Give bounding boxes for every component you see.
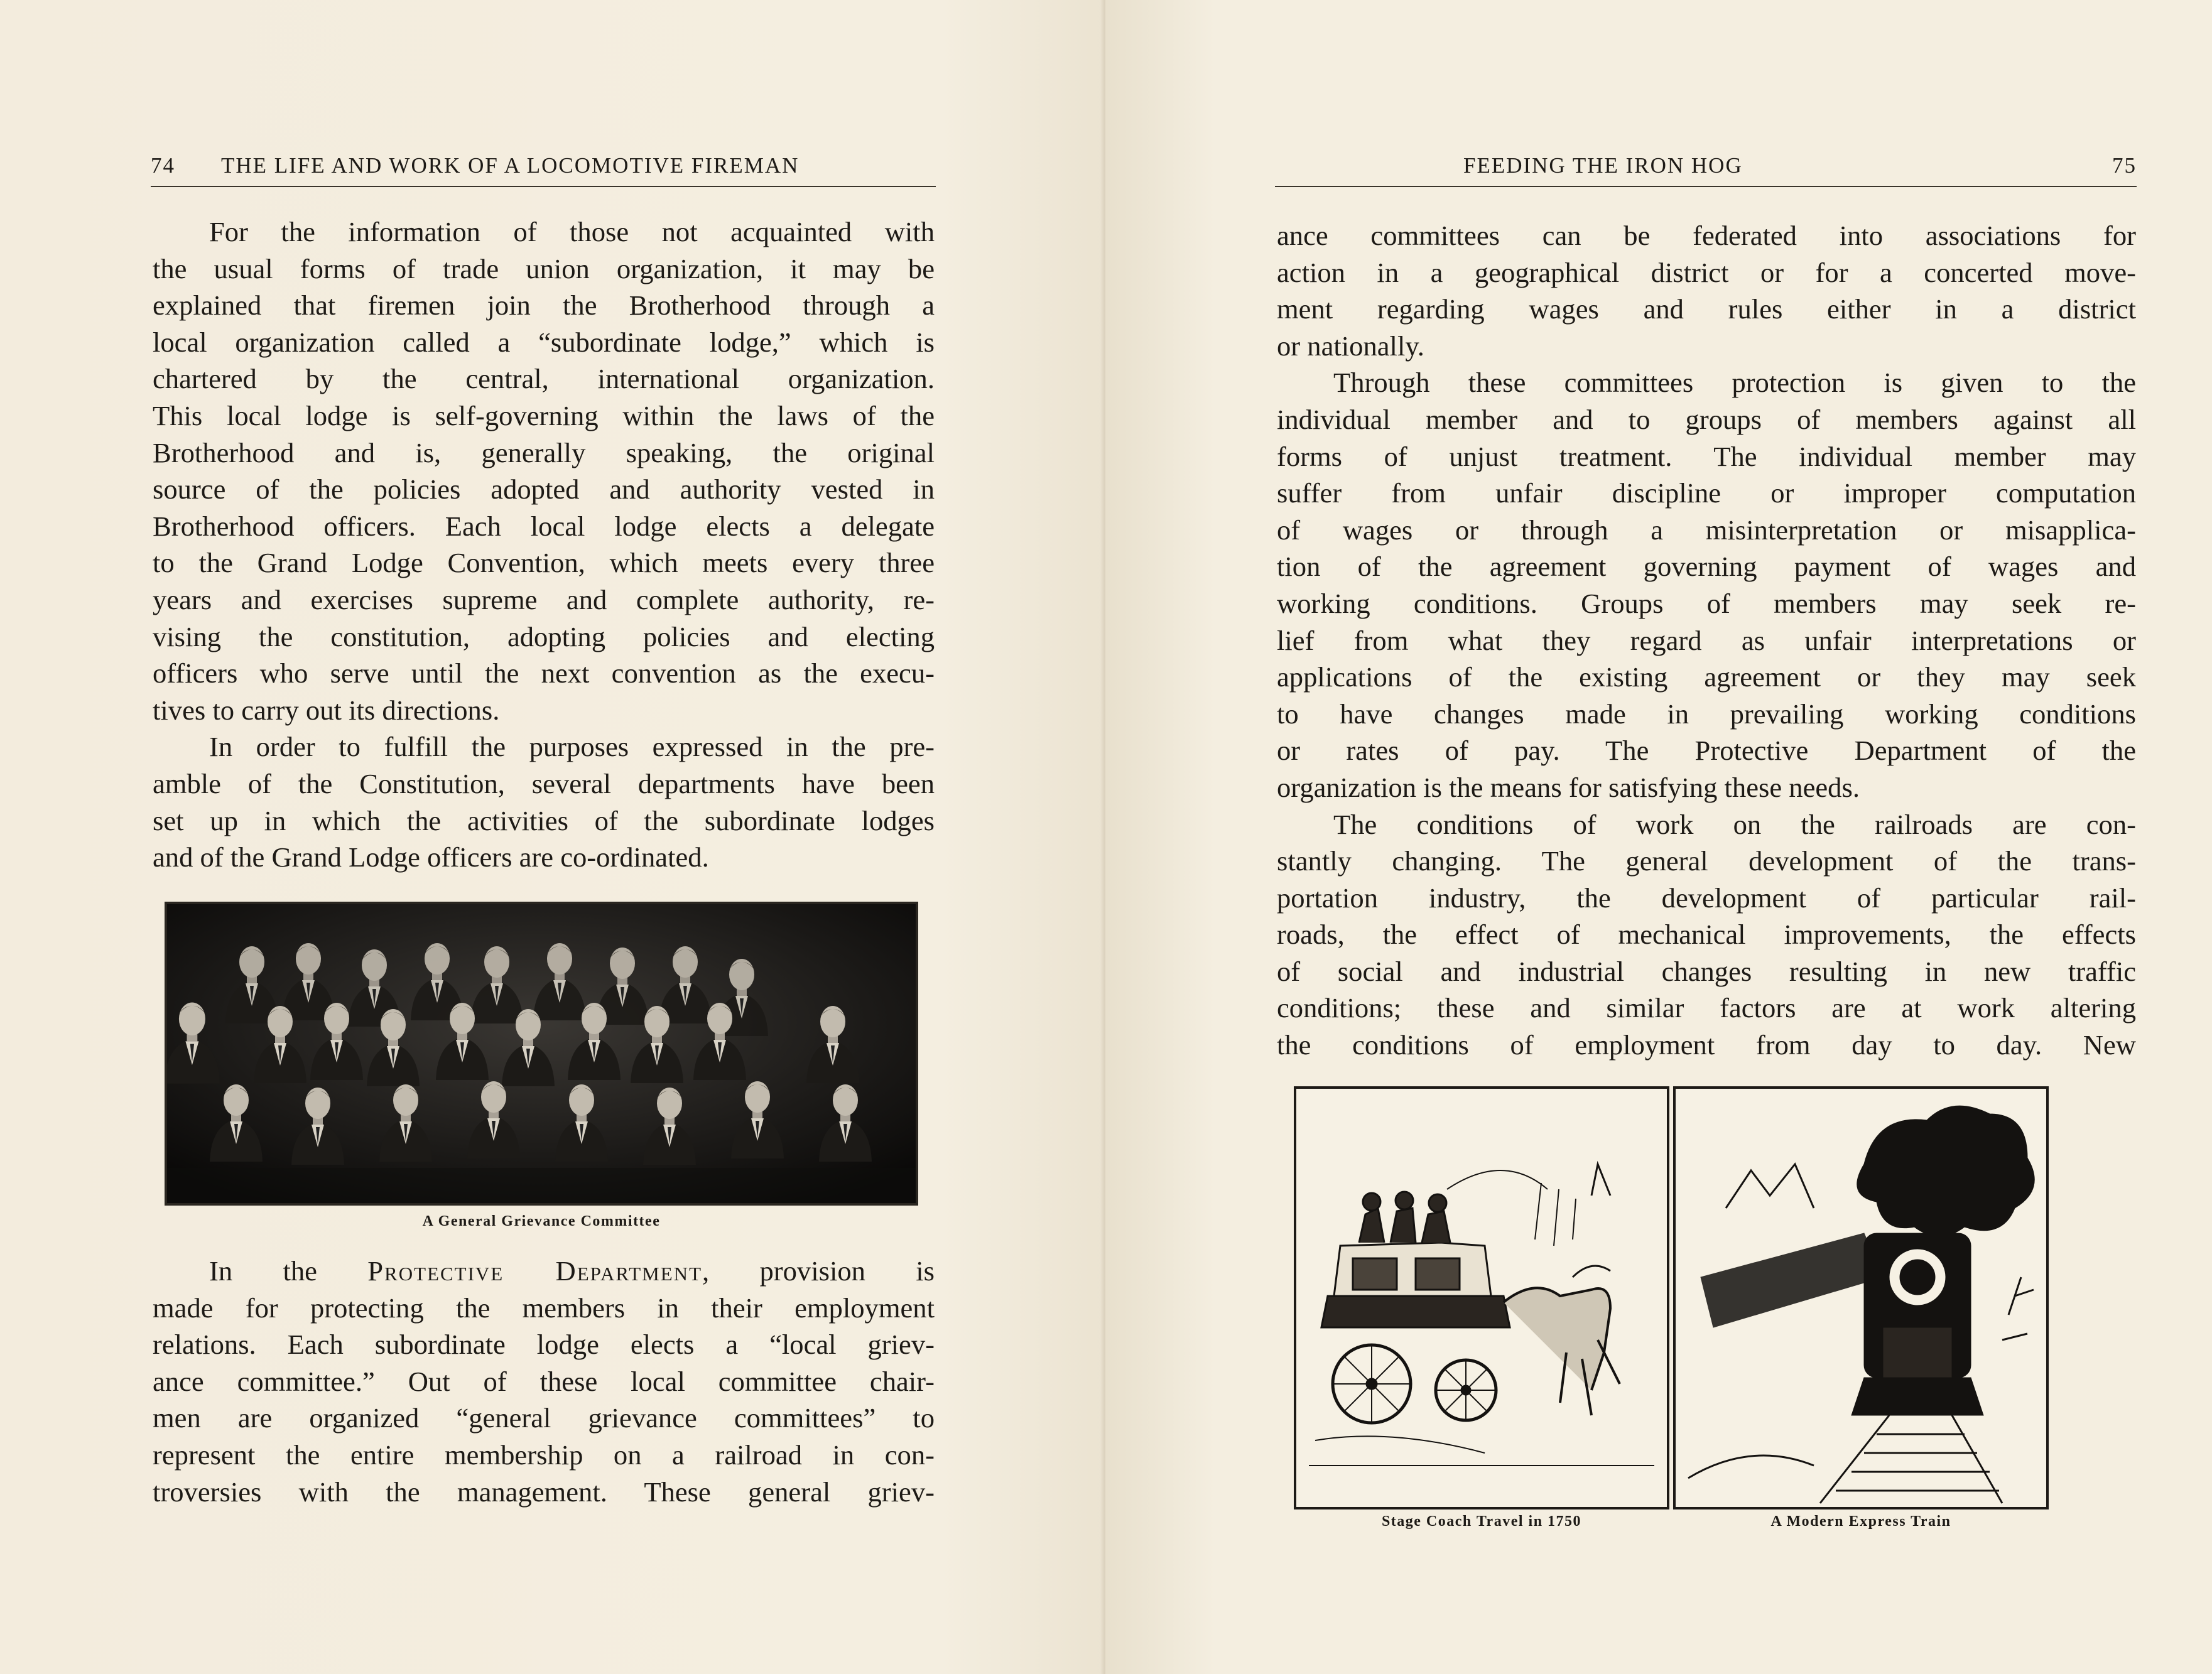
text-line: working conditions. Groups of members may seek re- — [1277, 587, 2136, 619]
group-photo-illustration — [167, 904, 916, 1203]
text-line: troversies with the management. These general griev- — [153, 1476, 935, 1508]
express-train-drawing — [1673, 1086, 2049, 1509]
text-line: tives to carry out its directions. — [153, 694, 500, 726]
right-running-head — [1275, 151, 2137, 187]
text-run: , provision is — [702, 1255, 935, 1287]
text-line: portation industry, the development of particular rail- — [1277, 882, 2136, 914]
photo-caption: A General Grievance Committee — [422, 1213, 661, 1229]
text-line: the usual forms of trade union organization, it may be — [153, 252, 935, 284]
text-line — [153, 1253, 935, 1290]
stage-coach-drawing — [1294, 1086, 1669, 1509]
text-line: organization is the means for satisfying these needs. — [1277, 771, 1860, 803]
text-line: to have changes made in prevailing working conditions — [1277, 698, 2136, 730]
text-run: In the — [209, 1255, 368, 1287]
text-line: set up in which the activities of the subordinate lodges — [153, 804, 935, 836]
text-line: chartered by the central, international organization. — [153, 363, 935, 395]
express-train-illustration — [1676, 1089, 2046, 1507]
text-line: This local lodge is self-governing within the laws of the — [153, 399, 935, 431]
text-line: ance committees can be federated into associations for — [1277, 220, 2136, 251]
text-line: For the information of those not acquainted with — [209, 216, 935, 247]
text-line: Brotherhood and is, generally speaking, the original — [153, 436, 935, 468]
text-line: of social and industrial changes resulting in new traffic — [1277, 955, 2136, 987]
text-line: officers who serve until the next convention as the execu- — [153, 657, 935, 689]
running-title-right: FEEDING THE IRON HOG — [1463, 153, 1743, 178]
text-line: made for protecting the members in their employment — [153, 1292, 935, 1324]
text-line: to the Grand Lodge Convention, which meets every three — [153, 547, 935, 579]
page-number-right: 75 — [2112, 153, 2137, 178]
stage-coach-illustration — [1296, 1089, 1667, 1507]
stage-coach-caption: Stage Coach Travel in 1750 — [1381, 1513, 1582, 1530]
text-line: amble of the Constitution, several departments have been — [153, 767, 935, 799]
committee-photograph — [165, 902, 918, 1206]
text-line: or nationally. — [1277, 330, 1424, 362]
left-running-head — [151, 151, 936, 187]
text-line: The conditions of work on the railroads are con- — [1333, 808, 2136, 840]
text-line: Through these committees protection is given to the — [1333, 367, 2136, 399]
text-line: the conditions of employment from day to day. New — [1277, 1029, 2136, 1061]
text-line: In order to fulfill the purposes expressed in the pre- — [209, 731, 935, 763]
text-line: local organization called a “subordinate lodge,” which is — [153, 326, 935, 358]
text-line: tion of the agreement governing payment of wages and — [1277, 551, 2136, 583]
text-line: lief from what they regard as unfair interpretations or — [1277, 624, 2136, 656]
text-line: applications of the existing agreement or they may seek — [1277, 661, 2136, 693]
protective-department-term: Protective Department — [367, 1255, 703, 1287]
text-line: of wages or through a misinterpretation or misapplica- — [1277, 514, 2136, 546]
text-line: explained that firemen join the Brotherhood through a — [153, 289, 935, 321]
text-line: suffer from unfair discipline or improper computation — [1277, 477, 2136, 509]
text-line: individual member and to groups of members against all — [1277, 403, 2136, 435]
text-line: ance committee.” Out of these local committee chair- — [153, 1365, 935, 1397]
text-line: forms of unjust treatment. The individual member may — [1277, 440, 2136, 472]
left-paragraph-3 — [153, 1253, 935, 1510]
text-line: Brotherhood officers. Each local lodge elects a delegate — [153, 510, 935, 542]
text-line: men are organized “general grievance committees” to — [153, 1402, 935, 1434]
text-line: action in a geographical district or for a concerted move- — [1277, 256, 2136, 288]
text-line: roads, the effect of mechanical improvements, the effects — [1277, 919, 2136, 951]
text-line: represent the entire membership on a railroad in con- — [153, 1439, 935, 1471]
text-line: and of the Grand Lodge officers are co-ordinated. — [153, 841, 709, 873]
right-text — [1277, 217, 2136, 1064]
text-line: stantly changing. The general development of the trans- — [1277, 845, 2136, 877]
text-line: years and exercises supreme and complete authority, re- — [153, 583, 935, 615]
running-title-left: THE LIFE AND WORK OF A LOCOMOTIVE FIREMAN — [221, 153, 800, 178]
page-number-left: 74 — [151, 153, 175, 178]
right-page — [1105, 0, 2212, 1674]
express-train-caption: A Modern Express Train — [1770, 1513, 1951, 1530]
left-page — [0, 0, 1105, 1674]
text-line: relations. Each subordinate lodge elects a “local griev- — [153, 1329, 935, 1361]
text-line: ment regarding wages and rules either in a district — [1277, 293, 2136, 325]
left-paragraph-1 — [153, 213, 935, 876]
text-line: conditions; these and similar factors are at work altering — [1277, 992, 2136, 1024]
text-line: or rates of pay. The Protective Department of the — [1277, 735, 2136, 767]
text-line: source of the policies adopted and authority vested in — [153, 473, 935, 505]
text-line: vising the constitution, adopting policies and electing — [153, 620, 935, 652]
